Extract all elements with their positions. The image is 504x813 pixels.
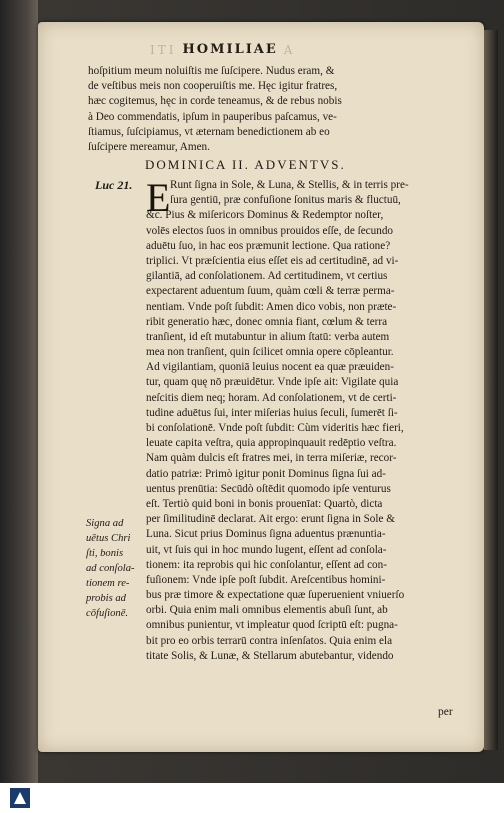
text-line: neſcitis diem neq; horam. Ad conſolationem, vt de certi- [146, 391, 397, 404]
text-line: uit, vt ſuis qui in hoc mundo lugent, eſſent ad conſola- [146, 543, 387, 556]
side-note-line: tionem re- [86, 578, 130, 589]
catchword: per [438, 706, 453, 718]
text-line: tudine aduētus ſui, inter miſerias huius ſeculi, ſumerēt ſi- [146, 406, 398, 419]
text-line: nentiam. Vnde poſt ſubdit: Amen dico vobis, non præte- [146, 300, 397, 313]
text-line: titate Solis, & Lunæ, & Stellarum abutebantur, videndo [146, 649, 394, 662]
side-note-line: Signa ad [86, 518, 124, 529]
text-line: aduētu ſuo, in hac eos præmunit lectione. Qua ratione? [146, 239, 391, 252]
section-title: DOMINICA II. ADVENTVS. [145, 157, 346, 172]
page-title: HOMILIAE [182, 42, 278, 57]
text-line: bit pro eo orbis terrarū contra inſenſatos. Quia enim ela [146, 634, 393, 647]
show-through-right: A [283, 42, 296, 57]
text-line: Luna. Sicut prius Dominus ſigna aduentus prænuntia- [146, 528, 386, 541]
text-line: volēs electos ſuos in omnibus prouidos eſſe, de ſecundo [146, 224, 394, 237]
text-line: mea non tranſient, quin ſcilicet omnia opere cōpleantur. [146, 346, 394, 359]
text-line: triplici. Vt præſcientia eius eſſet eis ad certitudinē, ad vi- [146, 254, 399, 267]
running-head [150, 42, 450, 57]
text-line: Nam quàm dulcis eſt fratres mei, in terra miſeriæ, recor- [146, 452, 397, 465]
side-note [86, 516, 148, 621]
viewer-footer [0, 783, 504, 813]
side-note-line: ſti, bonis [86, 548, 124, 559]
text-line: hæc cogitemus, hęc in corde teneamus, & de rebus nobis [88, 95, 342, 108]
side-note-line: cōfuſionē. [86, 608, 129, 619]
binding-shadow [0, 0, 38, 783]
text-line: &c. Pius & miſericors Dominus & Redemptor noſter, [146, 209, 384, 222]
library-logo-icon [8, 786, 32, 810]
text-line: tionem: ita reprobis qui hic conſolantur, eſſent ad con- [146, 558, 387, 571]
show-through-left: ITI [150, 42, 177, 57]
text-line: tranſient, id eſt mutabuntur in alium ſtatū: verba autem [146, 330, 390, 343]
body-paragraph [146, 178, 460, 664]
margin-reference: Luc 21. [95, 178, 133, 192]
side-note-line: ad conſola- [86, 563, 135, 574]
text-line: ſuſcipere mereamur, Amen. [88, 140, 210, 153]
side-note-line: uētus Chri [86, 533, 131, 544]
text-line: à Deo commendatis, ipſum in pauperibus paſcamus, ve- [88, 110, 337, 123]
text-line: orbi. Quia enim mali omnibus elementis abuſi ſunt, ab [146, 604, 388, 617]
text-line: bus præ timore & expectatione quæ ſuperuenient vniuerſo [146, 589, 405, 602]
text-line: fuſionem: Vnde ipſe poſt ſubdit. Areſcentibus homini- [146, 573, 386, 586]
text-line: per ſimilitudinē declarat. Ait ergo: erunt ſigna in Sole & [146, 513, 395, 526]
text-line: bi conſolationē. Vnde poſt ſubdit: Cùm videritis hæc fieri, [146, 422, 404, 434]
text-line: leuate capita veſtra, quia appropinquauit redēptio veſtra. [146, 437, 397, 450]
text-line: ſura gentiū, præ confuſione ſonitus maris & fluctuū, [170, 194, 401, 207]
text-line: ſtiamus, ſuſcipiamus, vt æternam benedictionem ab eo [88, 125, 330, 138]
text-line: de veſtibus meis non cooperuiſtis me. Hęc igitur fratres, [88, 80, 338, 93]
side-note-line: probis ad [86, 593, 126, 604]
text-line: hoſpitium meum noluiſtis me ſuſcipere. Nudus eram, & [88, 65, 335, 77]
text-line: Runt ſigna in Sole, & Luna, & Stellis, & in terris pre- [170, 179, 409, 191]
text-line: eſt. Tertiò quid boni in bonis prouenīat: Quartò, dicta [146, 497, 383, 510]
text-line: omnibus punientur, vt impleatur quod ſcriptū eſt: pugna- [146, 619, 398, 632]
text-line: expectarent aduentum ſuum, quàm cœli & terræ perma- [146, 285, 395, 298]
text-line: gilantiā, ad conſolationem. Ad certitudinem, vt certius [146, 270, 388, 283]
text-line: uentus prenūtia: Secūdò oſtēdit quomodo ipſe venturus [146, 482, 391, 495]
text-line: Ad vigilantiam, quoniā leuius nocent ea quæ præuiden- [146, 361, 394, 374]
text-line: tur, quam quę nō præuidētur. Vnde ipſe ait: Vigilate quia [146, 376, 399, 389]
text-line: datio patriæ: Primò igitur ponit Dominus ſigna ſui ad- [146, 467, 386, 480]
drop-cap: E [146, 175, 171, 220]
page-edge [484, 30, 498, 750]
text-line: ribit generatio hæc, donec omnia fiant, cœlum & terra [146, 315, 388, 328]
top-paragraph [88, 64, 460, 155]
